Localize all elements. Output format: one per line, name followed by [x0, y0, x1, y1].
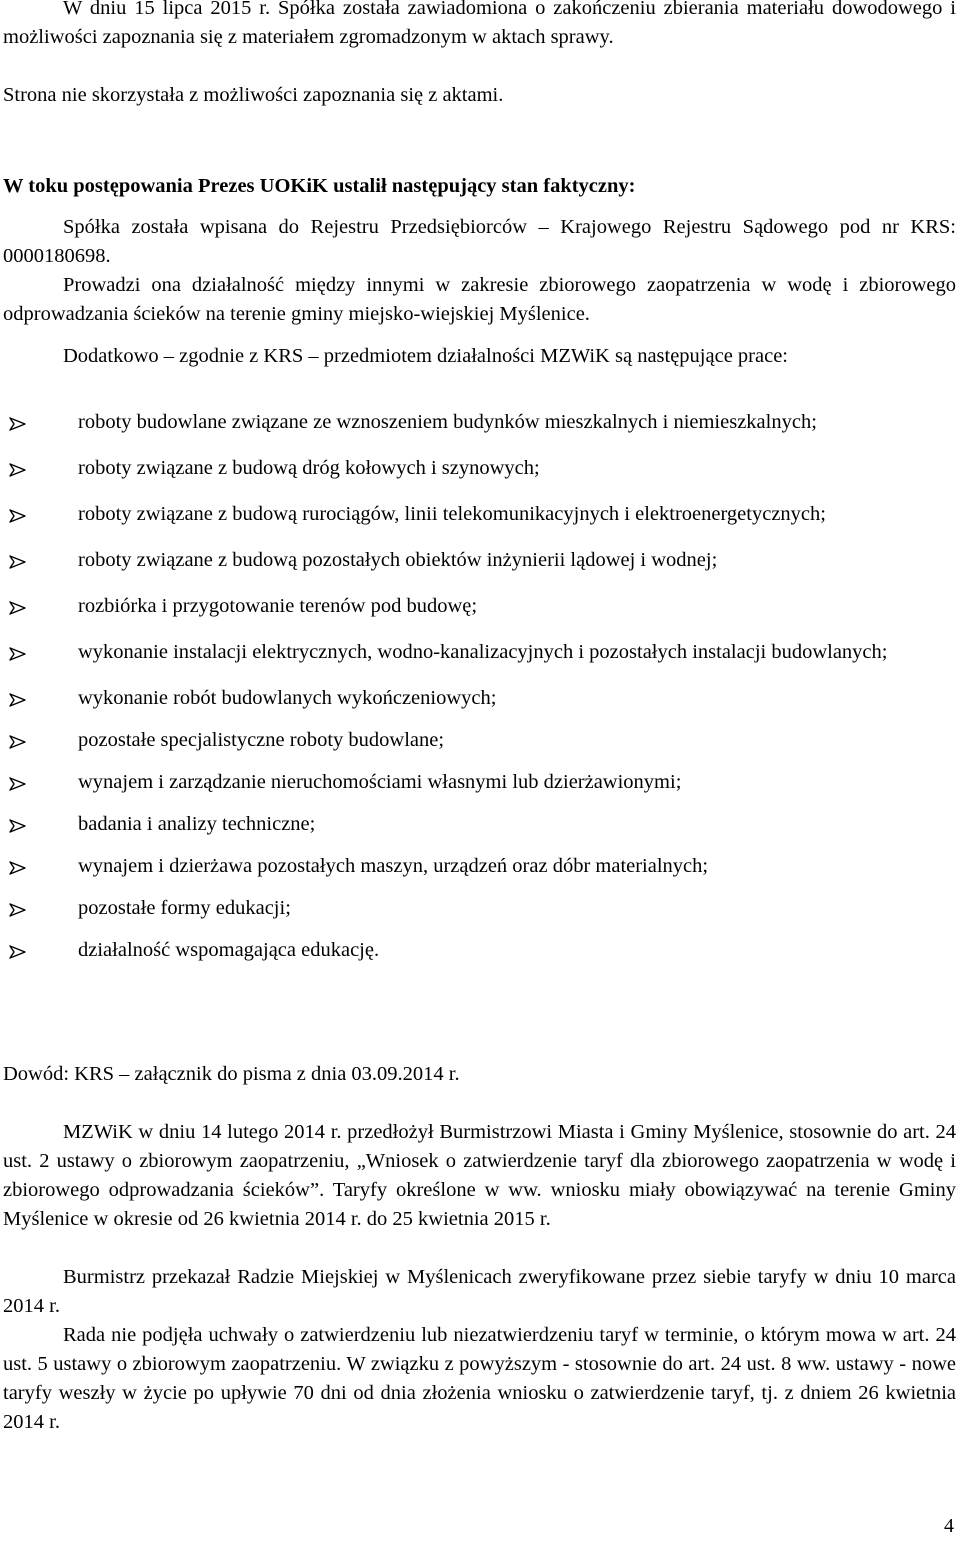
arrowhead-bullet-icon — [9, 601, 26, 615]
list-item — [3, 894, 956, 923]
section-heading: W toku postępowania Prezes UOKiK ustalił następujący stan faktyczny: — [3, 175, 636, 197]
additional-paragraph: Dodatkowo – zgodnie z KRS – przedmiotem działalności MZWiK są następujące prace: — [63, 345, 788, 367]
list-item-text: badania i analizy techniczne; — [78, 813, 316, 835]
list-item-text: rozbiórka i przygotowanie terenów pod budowę; — [78, 595, 478, 617]
list-item-text: pozostałe specjalistyczne roboty budowlane; — [78, 729, 445, 751]
list-item — [3, 592, 956, 621]
arrowhead-bullet-icon — [9, 903, 26, 917]
arrowhead-bullet-icon — [9, 777, 26, 791]
list-item — [3, 726, 956, 755]
activity-paragraph: Prowadzi ona działalność między innymi w zakresie zbiorowego zaopatrzenia w wodę i zbiorowego odprowadzania ścieków na terenie gminy miejsko-wiejskiej Myślenice. — [3, 274, 956, 325]
list-item — [3, 408, 956, 437]
arrowhead-bullet-icon — [9, 693, 26, 707]
top-paragraph-line2: Strona nie skorzystała z możliwości zapoznania się z aktami. — [3, 84, 504, 106]
list-item — [3, 638, 956, 667]
arrowhead-bullet-icon — [9, 463, 26, 477]
list-item — [3, 768, 956, 797]
arrowhead-bullet-icon — [9, 819, 26, 833]
arrowhead-bullet-icon — [9, 555, 26, 569]
krs-paragraph: Spółka została wpisana do Rejestru Przedsiębiorców – Krajowego Rejestru Sądowego pod nr KRS: 0000180698. — [3, 216, 956, 267]
list-item-text: wynajem i zarządzanie nieruchomościami własnymi lub dzierżawionymi; — [78, 771, 682, 793]
list-item-text: pozostałe formy edukacji; — [78, 897, 291, 919]
activity-list — [3, 408, 956, 965]
list-item — [3, 454, 956, 483]
list-item — [3, 936, 956, 965]
list-item — [3, 810, 956, 839]
evidence-line: Dowód: KRS – załącznik do pisma z dnia 03.09.2014 r. — [3, 1063, 460, 1085]
arrowhead-bullet-icon — [9, 945, 26, 959]
list-item-text: roboty budowlane związane ze wznoszeniem budynków mieszkalnych i niemieszkalnych; — [78, 411, 817, 433]
arrowhead-bullet-icon — [9, 735, 26, 749]
list-item-text: roboty związane z budową pozostałych obiektów inżynierii lądowej i wodnej; — [78, 549, 718, 571]
list-item-text: działalność wspomagająca edukację. — [78, 939, 380, 961]
list-item — [3, 852, 956, 881]
arrowhead-bullet-icon — [9, 417, 26, 431]
list-item — [3, 684, 956, 713]
top-paragraph: W dniu 15 lipca 2015 r. Spółka została zawiadomiona o zakończeniu zbierania materiału dowodowego i możliwości zapoznania się z materiałem zgromadzonym w aktach sprawy. — [3, 0, 956, 48]
page-number: 4 — [944, 1515, 954, 1537]
arrowhead-bullet-icon — [9, 509, 26, 523]
burmistrz-paragraph: Burmistrz przekazał Radzie Miejskiej w Myślenicach zweryfikowane przez siebie taryfy w dniu 10 marca 2014 r. — [3, 1266, 956, 1317]
mzwik-paragraph: MZWiK w dniu 14 lutego 2014 r. przedłożył Burmistrzowi Miasta i Gminy Myślenice, stosownie do art. 24 ust. 2 ustawy o zbiorowym zaopatrzeniu, „Wniosek o zatwierdzenie taryf dla zbiorowego zaopatrzenia w wodę i zbiorowego odprowadzania ścieków”. Taryfy określone w ww. wniosku miały obowiązywać na terenie Gminy Myślenice w okresie od 26 kwietnia 2014 r. do 25 kwietnia 2015 r. — [3, 1121, 956, 1230]
list-item-text: wynajem i dzierżawa pozostałych maszyn, urządzeń oraz dóbr materialnych; — [78, 855, 709, 877]
list-item-text: roboty związane z budową rurociągów, linii telekomunikacyjnych i elektroenergetycznych; — [78, 503, 826, 525]
list-item — [3, 546, 956, 575]
arrowhead-bullet-icon — [9, 861, 26, 875]
list-item-text: wykonanie instalacji elektrycznych, wodno-kanalizacyjnych i pozostałych instalacji budowlanych; — [78, 641, 888, 663]
list-item — [3, 500, 956, 529]
list-item-text: roboty związane z budową dróg kołowych i szynowych; — [78, 457, 540, 479]
rada-paragraph: Rada nie podjęła uchwały o zatwierdzeniu lub niezatwierdzeniu taryf w terminie, o którym mowa w art. 24 ust. 5 ustawy o zbiorowym zaopatrzeniu. W związku z powyższym - stosownie do art. 24 ust. 8 ww. ustawy - nowe taryfy weszły w życie po upływie 70 dni od dnia złożenia wniosku o zatwierdzenie taryf, tj. z dniem 26 kwietnia 2014 r. — [3, 1324, 956, 1433]
list-item-text: wykonanie robót budowlanych wykończeniowych; — [78, 687, 497, 709]
arrowhead-bullet-icon — [9, 647, 26, 661]
